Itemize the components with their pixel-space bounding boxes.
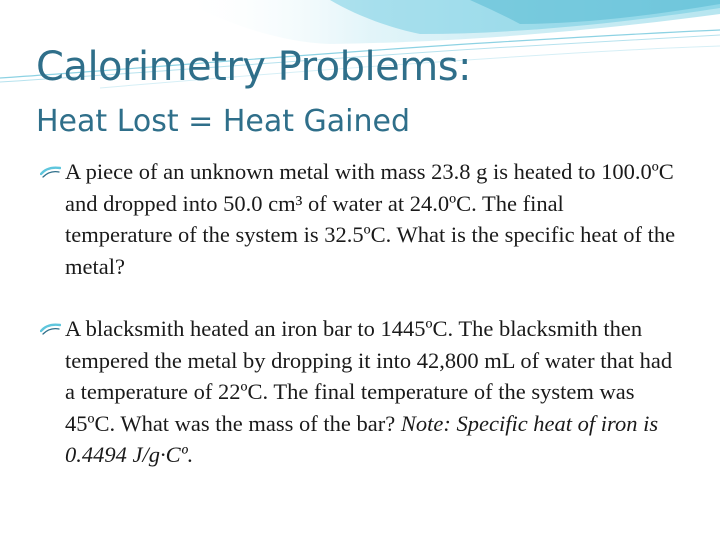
problem-item-iron-bar — [36, 313, 676, 471]
problem-text: A blacksmith heated an iron bar to 1445ºC. The blacksmith then tempered the metal by dropping it into 42,800 mL of water that had a temperature of 22ºC. The final temperature of the system was 45ºC. What was the mass of the bar? — [65, 316, 673, 436]
slide-subtitle: Heat Lost = Heat Gained — [36, 104, 411, 139]
curved-bullet-icon — [40, 323, 61, 335]
slide-title: Calorimetry Problems: — [36, 44, 472, 90]
problem-text: A piece of an unknown metal with mass 23.8 g is heated to 100.0ºC and dropped into 50.0 cm³ of water at 24.0ºC. The final temperature of the system is 32.5ºC. What is the specific heat of the metal? — [65, 159, 676, 279]
problem-list — [36, 156, 676, 471]
curved-bullet-icon — [40, 166, 61, 178]
problem-note: Note: Specific heat of iron is 0.4494 J/g·Cº. — [65, 410, 659, 467]
problem-item-metal — [36, 156, 676, 282]
